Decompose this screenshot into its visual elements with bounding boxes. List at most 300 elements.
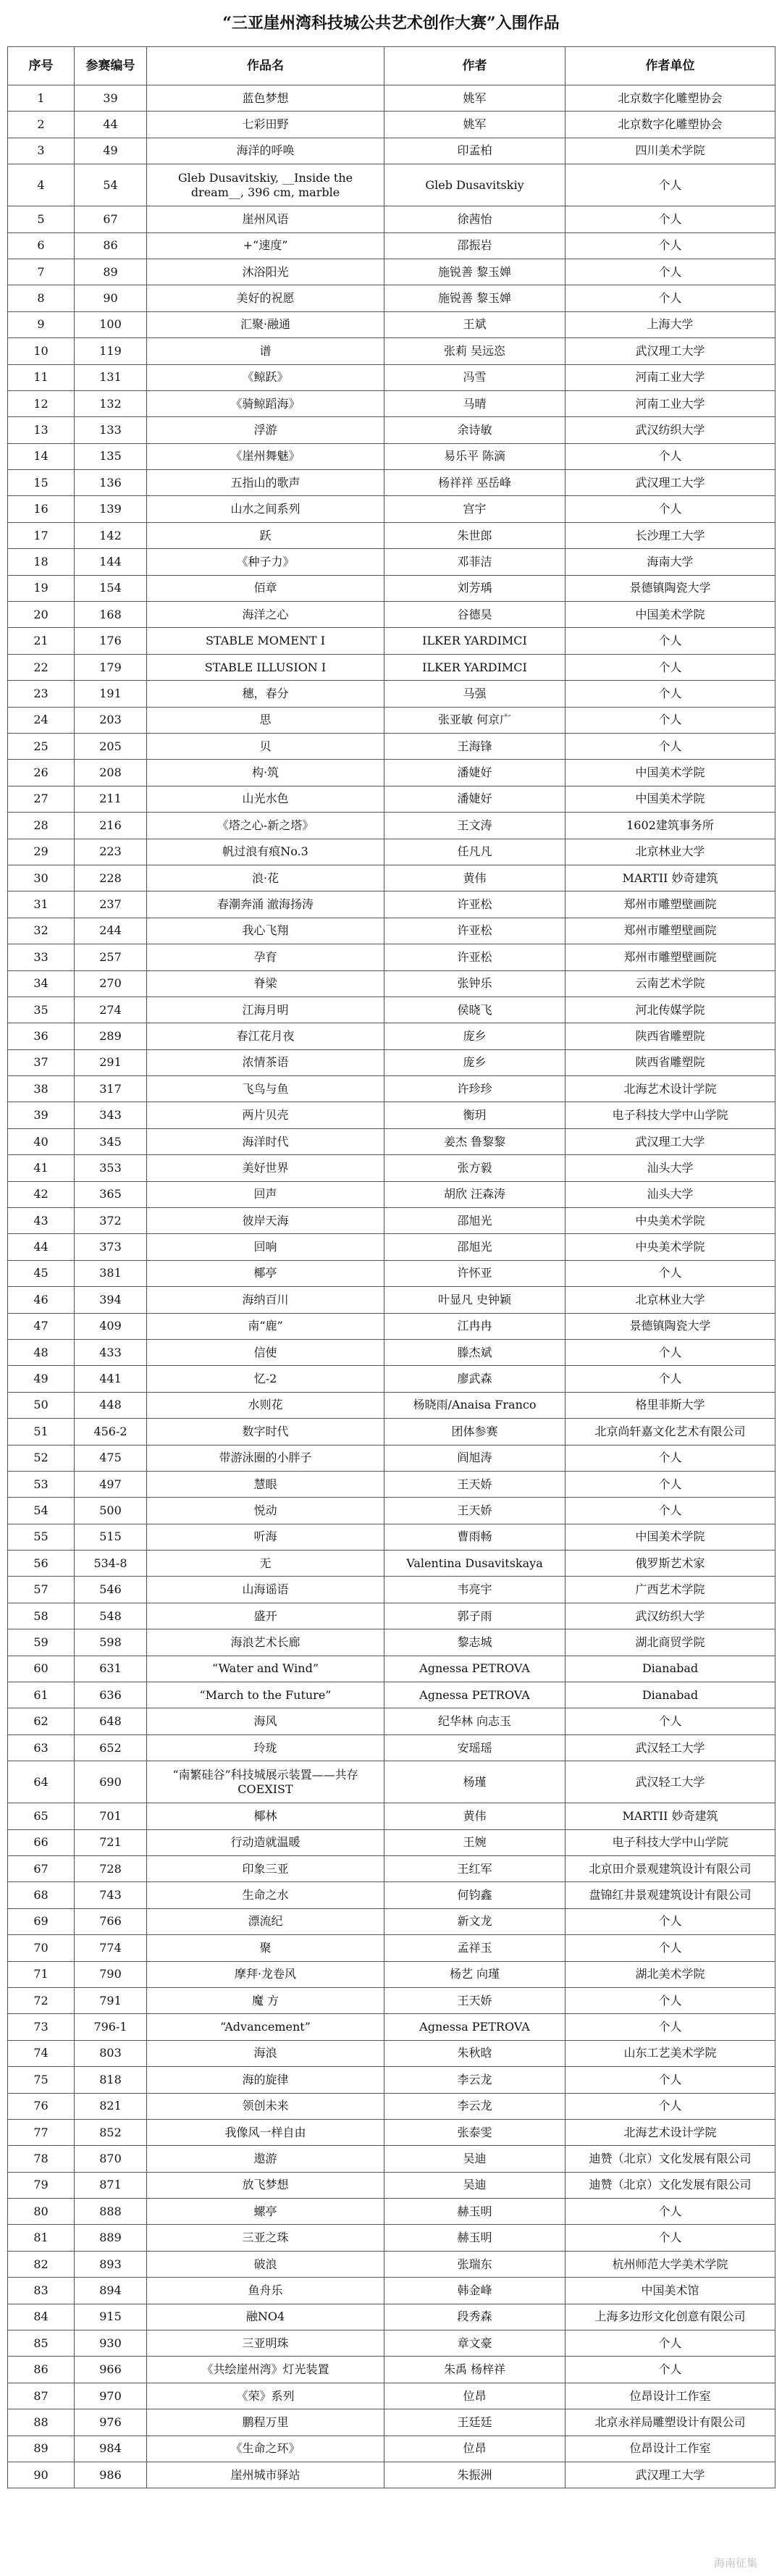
table-row <box>8 338 775 364</box>
cell-author: ILKER YARDIMCI <box>384 628 566 654</box>
cell-work-title: 海洋时代 <box>147 1128 384 1154</box>
cell-entry-number: 154 <box>75 575 147 601</box>
cell-work-title: 我心飞翔 <box>147 918 384 944</box>
cell-entry-number: 291 <box>75 1049 147 1075</box>
cell-index: 64 <box>8 1761 75 1803</box>
cell-entry-number: 131 <box>75 364 147 390</box>
cell-author: 杨晓雨/Anaisa Franco <box>384 1392 566 1418</box>
table-row <box>8 2119 775 2145</box>
cell-author: 孟祥玉 <box>384 1935 566 1961</box>
cell-index: 48 <box>8 1339 75 1365</box>
cell-entry-number: 728 <box>75 1856 147 1882</box>
cell-author: ILKER YARDIMCI <box>384 654 566 680</box>
cell-work-title: 海的旋律 <box>147 2067 384 2093</box>
cell-entry-number: 652 <box>75 1734 147 1761</box>
cell-entry-number: 930 <box>75 2330 147 2357</box>
cell-affiliation: 湖北美术学院 <box>566 1961 775 1987</box>
cell-author: 徐茜怡 <box>384 206 566 232</box>
cell-affiliation: 陕西省雕塑院 <box>566 1049 775 1075</box>
cell-affiliation: 迪赞（北京）文化发展有限公司 <box>566 2146 775 2172</box>
cell-author: 王海锋 <box>384 733 566 759</box>
table-row <box>8 1856 775 1882</box>
cell-work-title: 《崖州舞魅》 <box>147 443 384 469</box>
cell-work-title: 浓情茶语 <box>147 1049 384 1075</box>
cell-entry-number: 90 <box>75 285 147 311</box>
cell-author: 姚军 <box>384 112 566 138</box>
cell-author: 赫玉明 <box>384 2225 566 2251</box>
cell-work-title: 椰亭 <box>147 1260 384 1286</box>
cell-author: 潘婕好 <box>384 786 566 812</box>
cell-author: 朱禹 杨梓祥 <box>384 2357 566 2383</box>
cell-work-title: “Water and Wind” <box>147 1656 384 1682</box>
cell-author: 朱秋晗 <box>384 2040 566 2066</box>
cell-entry-number: 631 <box>75 1656 147 1682</box>
cell-author: 杨艺 向瑾 <box>384 1961 566 1987</box>
cell-index: 68 <box>8 1882 75 1908</box>
cell-entry-number: 433 <box>75 1339 147 1365</box>
cell-affiliation: 个人 <box>566 1471 775 1497</box>
cell-author: 朱振洲 <box>384 2462 566 2488</box>
cell-author: 王婉 <box>384 1829 566 1855</box>
cell-entry-number: 144 <box>75 549 147 575</box>
cell-affiliation: 电子科技大学中山学院 <box>566 1829 775 1855</box>
cell-affiliation: 个人 <box>566 443 775 469</box>
cell-index: 89 <box>8 2436 75 2462</box>
cell-author: 施锐善 黎玉婵 <box>384 259 566 285</box>
cell-affiliation: 武汉纺织大学 <box>566 417 775 443</box>
cell-index: 13 <box>8 417 75 443</box>
cell-author: 段秀森 <box>384 2304 566 2330</box>
cell-index: 79 <box>8 2172 75 2198</box>
cell-author: 邵旭光 <box>384 1208 566 1234</box>
table-row <box>8 522 775 548</box>
cell-work-title: 美好的祝愿 <box>147 285 384 311</box>
cell-affiliation: 个人 <box>566 2014 775 2040</box>
cell-affiliation: 中国美术学院 <box>566 602 775 628</box>
table-row <box>8 1551 775 1577</box>
cell-affiliation: 上海大学 <box>566 311 775 337</box>
cell-index: 26 <box>8 760 75 786</box>
table-row <box>8 1882 775 1908</box>
cell-entry-number: 54 <box>75 164 147 206</box>
cell-work-title: 海浪艺术长廊 <box>147 1629 384 1656</box>
cell-affiliation: 湖北商贸学院 <box>566 1629 775 1656</box>
cell-affiliation: 个人 <box>566 2067 775 2093</box>
table-row <box>8 970 775 997</box>
cell-entry-number: 176 <box>75 628 147 654</box>
cell-work-title: “March to the Future” <box>147 1682 384 1708</box>
cell-author: 任凡凡 <box>384 839 566 865</box>
cell-affiliation: 长沙理工大学 <box>566 522 775 548</box>
cell-index: 41 <box>8 1155 75 1181</box>
cell-index: 30 <box>8 865 75 891</box>
cell-author: 姜杰 鲁黎黎 <box>384 1128 566 1154</box>
table-row <box>8 443 775 469</box>
cell-entry-number: 211 <box>75 786 147 812</box>
table-row <box>8 138 775 164</box>
cell-work-title: 山海谣语 <box>147 1577 384 1603</box>
cell-entry-number: 132 <box>75 390 147 416</box>
cell-index: 61 <box>8 1682 75 1708</box>
cell-work-title: 破浪 <box>147 2251 384 2277</box>
table-row <box>8 813 775 839</box>
cell-entry-number: 89 <box>75 259 147 285</box>
cell-entry-number: 67 <box>75 206 147 232</box>
cell-work-title: +“速度” <box>147 232 384 259</box>
cell-entry-number: 915 <box>75 2304 147 2330</box>
cell-entry-number: 546 <box>75 1577 147 1603</box>
cell-author: 王斌 <box>384 311 566 337</box>
cell-author: 张瑞东 <box>384 2251 566 2277</box>
cell-affiliation: 个人 <box>566 707 775 733</box>
cell-entry-number: 497 <box>75 1471 147 1497</box>
cell-author: Agnessa PETROVA <box>384 2014 566 2040</box>
cell-work-title: 无 <box>147 1551 384 1577</box>
cell-entry-number: 870 <box>75 2146 147 2172</box>
cell-affiliation: 个人 <box>566 232 775 259</box>
table-row <box>8 1935 775 1961</box>
cell-affiliation: 武汉理工大学 <box>566 1128 775 1154</box>
cell-index: 22 <box>8 654 75 680</box>
cell-entry-number: 889 <box>75 2225 147 2251</box>
table-row <box>8 2225 775 2251</box>
cell-work-title: Gleb Dusavitskiy, __Inside the dream__, 396 cm, marble <box>147 164 384 206</box>
cell-work-title: 五指山的歌声 <box>147 470 384 496</box>
cell-affiliation: 河南工业大学 <box>566 364 775 390</box>
table-row <box>8 1076 775 1102</box>
cell-work-title: 思 <box>147 707 384 733</box>
cell-affiliation: 个人 <box>566 1445 775 1471</box>
cell-affiliation: 个人 <box>566 1987 775 2013</box>
cell-work-title: 鱼舟乐 <box>147 2278 384 2304</box>
cell-work-title: 螺亭 <box>147 2199 384 2225</box>
cell-affiliation: 盘锦红井景观建筑设计有限公司 <box>566 1882 775 1908</box>
cell-author: Gleb Dusavitskiy <box>384 164 566 206</box>
cell-index: 55 <box>8 1524 75 1550</box>
table-row <box>8 1234 775 1260</box>
table-row <box>8 865 775 891</box>
cell-index: 57 <box>8 1577 75 1603</box>
cell-affiliation: 个人 <box>566 2357 775 2383</box>
cell-entry-number: 500 <box>75 1498 147 1524</box>
cell-entry-number: 598 <box>75 1629 147 1656</box>
table-row <box>8 1287 775 1313</box>
cell-index: 65 <box>8 1803 75 1829</box>
cell-index: 29 <box>8 839 75 865</box>
cell-affiliation: 个人 <box>566 2330 775 2357</box>
table-row <box>8 1803 775 1829</box>
table-row <box>8 2251 775 2277</box>
table-row <box>8 2093 775 2119</box>
cell-entry-number: 257 <box>75 944 147 970</box>
cell-author: 黄伟 <box>384 1803 566 1829</box>
cell-author: 许亚松 <box>384 918 566 944</box>
table-row <box>8 1471 775 1497</box>
cell-author: 新文龙 <box>384 1908 566 1934</box>
cell-index: 20 <box>8 602 75 628</box>
cell-entry-number: 803 <box>75 2040 147 2066</box>
table-row <box>8 1366 775 1392</box>
cell-entry-number: 791 <box>75 1987 147 2013</box>
cell-affiliation: 个人 <box>566 496 775 522</box>
cell-author: 王红军 <box>384 1856 566 1882</box>
cell-index: 42 <box>8 1181 75 1207</box>
cell-affiliation: 郑州市雕塑壁画院 <box>566 918 775 944</box>
cell-work-title: 海浪 <box>147 2040 384 2066</box>
cell-index: 85 <box>8 2330 75 2357</box>
cell-entry-number: 534-8 <box>75 1551 147 1577</box>
cell-author: 张莉 吴远恣 <box>384 338 566 364</box>
cell-index: 6 <box>8 232 75 259</box>
cell-author: 张方毅 <box>384 1155 566 1181</box>
cell-work-title: 聚 <box>147 1935 384 1961</box>
table-row <box>8 2172 775 2198</box>
cell-work-title: 玲珑 <box>147 1734 384 1761</box>
table-row <box>8 417 775 443</box>
cell-index: 39 <box>8 1102 75 1128</box>
cell-entry-number: 343 <box>75 1102 147 1128</box>
cell-index: 70 <box>8 1935 75 1961</box>
table-row <box>8 654 775 680</box>
cell-affiliation: 中国美术馆 <box>566 2278 775 2304</box>
cell-author: 马晴 <box>384 390 566 416</box>
cell-entry-number: 888 <box>75 2199 147 2225</box>
cell-entry-number: 237 <box>75 891 147 918</box>
table-row <box>8 1049 775 1075</box>
cell-author: 滕杰斌 <box>384 1339 566 1365</box>
table-row <box>8 2199 775 2225</box>
cell-entry-number: 191 <box>75 681 147 707</box>
table-row <box>8 2040 775 2066</box>
cell-work-title: 三亚明珠 <box>147 2330 384 2357</box>
cell-work-title: 山水之间系列 <box>147 496 384 522</box>
cell-entry-number: 353 <box>75 1155 147 1181</box>
cell-affiliation: 景德镇陶瓷大学 <box>566 1313 775 1339</box>
cell-affiliation: 北京永祥局雕塑设计有限公司 <box>566 2409 775 2436</box>
cell-affiliation: 景德镇陶瓷大学 <box>566 575 775 601</box>
table-row <box>8 1577 775 1603</box>
cell-entry-number: 142 <box>75 522 147 548</box>
cell-work-title: 海风 <box>147 1708 384 1734</box>
cell-entry-number: 345 <box>75 1128 147 1154</box>
cell-entry-number: 818 <box>75 2067 147 2093</box>
table-row <box>8 1128 775 1154</box>
cell-index: 44 <box>8 1234 75 1260</box>
cell-work-title: 融NO4 <box>147 2304 384 2330</box>
cell-affiliation: 杭州师范大学美术学院 <box>566 2251 775 2277</box>
cell-index: 31 <box>8 891 75 918</box>
cell-entry-number: 179 <box>75 654 147 680</box>
cell-work-title: 浮游 <box>147 417 384 443</box>
cell-affiliation: 俄罗斯艺术家 <box>566 1551 775 1577</box>
table-row <box>8 1908 775 1934</box>
cell-index: 81 <box>8 2225 75 2251</box>
cell-affiliation: 郑州市雕塑壁画院 <box>566 891 775 918</box>
cell-work-title: 《种子力》 <box>147 549 384 575</box>
cell-index: 40 <box>8 1128 75 1154</box>
cell-index: 88 <box>8 2409 75 2436</box>
cell-entry-number: 274 <box>75 997 147 1023</box>
cell-author: 王文涛 <box>384 813 566 839</box>
cell-affiliation: 北京林业大学 <box>566 1287 775 1313</box>
table-row <box>8 2014 775 2040</box>
cell-entry-number: 821 <box>75 2093 147 2119</box>
cell-index: 7 <box>8 259 75 285</box>
cell-work-title: 印象三亚 <box>147 1856 384 1882</box>
cell-author: 阎旭涛 <box>384 1445 566 1471</box>
cell-work-title: 七彩田野 <box>147 112 384 138</box>
table-row <box>8 259 775 285</box>
cell-affiliation: 位昂设计工作室 <box>566 2383 775 2409</box>
cell-index: 21 <box>8 628 75 654</box>
cell-work-title: 漂流纪 <box>147 1908 384 1934</box>
cell-author: 王廷廷 <box>384 2409 566 2436</box>
cell-work-title: 水则花 <box>147 1392 384 1418</box>
table-row <box>8 918 775 944</box>
cell-work-title: 飞鸟与鱼 <box>147 1076 384 1102</box>
cell-affiliation: 个人 <box>566 628 775 654</box>
cell-author: 赫玉明 <box>384 2199 566 2225</box>
cell-index: 74 <box>8 2040 75 2066</box>
cell-index: 3 <box>8 138 75 164</box>
cell-affiliation: MARTII 妙奇建筑 <box>566 1803 775 1829</box>
cell-author: 叶显凡 史钟颖 <box>384 1287 566 1313</box>
cell-entry-number: 690 <box>75 1761 147 1803</box>
cell-author: 许珍珍 <box>384 1076 566 1102</box>
cell-entry-number: 139 <box>75 496 147 522</box>
table-row <box>8 1761 775 1803</box>
cell-index: 80 <box>8 2199 75 2225</box>
cell-index: 2 <box>8 112 75 138</box>
cell-entry-number: 216 <box>75 813 147 839</box>
cell-affiliation: 上海多边形文化创意有限公司 <box>566 2304 775 2330</box>
cell-affiliation: 个人 <box>566 654 775 680</box>
cell-affiliation: 北京林业大学 <box>566 839 775 865</box>
cell-index: 49 <box>8 1366 75 1392</box>
cell-entry-number: 373 <box>75 1234 147 1260</box>
cell-affiliation: 河北传媒学院 <box>566 997 775 1023</box>
cell-work-title: 春潮奔涌 澈海扬涛 <box>147 891 384 918</box>
cell-index: 86 <box>8 2357 75 2383</box>
cell-author: 施锐善 黎玉婵 <box>384 285 566 311</box>
table-row <box>8 1656 775 1682</box>
table-row <box>8 470 775 496</box>
cell-work-title: 两片贝壳 <box>147 1102 384 1128</box>
cell-work-title: 谱 <box>147 338 384 364</box>
cell-entry-number: 168 <box>75 602 147 628</box>
table-row <box>8 1339 775 1365</box>
cell-entry-number: 44 <box>75 112 147 138</box>
table-row <box>8 1629 775 1656</box>
cell-index: 35 <box>8 997 75 1023</box>
cell-author: 位昂 <box>384 2383 566 2409</box>
cell-author: 何钧鑫 <box>384 1882 566 1908</box>
cell-index: 28 <box>8 813 75 839</box>
cell-author: 杨瑾 <box>384 1761 566 1803</box>
cell-entry-number: 205 <box>75 733 147 759</box>
table-row <box>8 1734 775 1761</box>
cell-index: 50 <box>8 1392 75 1418</box>
watermark: 海南征集 <box>713 2556 757 2569</box>
cell-author: 团体参赛 <box>384 1419 566 1445</box>
cell-author: 冯雪 <box>384 364 566 390</box>
cell-affiliation: 北京数字化雕塑协会 <box>566 85 775 112</box>
cell-index: 63 <box>8 1734 75 1761</box>
table-row <box>8 786 775 812</box>
cell-work-title: 魔 方 <box>147 1987 384 2013</box>
cell-affiliation: 云南艺术学院 <box>566 970 775 997</box>
cell-entry-number: 365 <box>75 1181 147 1207</box>
cell-entry-number: 796-1 <box>75 2014 147 2040</box>
cell-author: Agnessa PETROVA <box>384 1682 566 1708</box>
cell-index: 73 <box>8 2014 75 2040</box>
cell-affiliation: 郑州市雕塑壁画院 <box>566 944 775 970</box>
table-row <box>8 1313 775 1339</box>
cell-work-title: 崖州风语 <box>147 206 384 232</box>
cell-index: 1 <box>8 85 75 112</box>
cell-index: 16 <box>8 496 75 522</box>
cell-index: 24 <box>8 707 75 733</box>
cell-work-title: 听海 <box>147 1524 384 1550</box>
cell-author: 许亚松 <box>384 944 566 970</box>
table-row <box>8 2409 775 2436</box>
cell-affiliation: 个人 <box>566 206 775 232</box>
cell-author: 韦亮宇 <box>384 1577 566 1603</box>
cell-work-title: 《塔之心-新之塔》 <box>147 813 384 839</box>
cell-entry-number: 317 <box>75 1076 147 1102</box>
cell-affiliation: 个人 <box>566 1498 775 1524</box>
cell-affiliation: 武汉轻工大学 <box>566 1734 775 1761</box>
cell-author: 印孟柏 <box>384 138 566 164</box>
cell-entry-number: 100 <box>75 311 147 337</box>
cell-entry-number: 636 <box>75 1682 147 1708</box>
cell-affiliation: 个人 <box>566 681 775 707</box>
cell-entry-number: 441 <box>75 1366 147 1392</box>
cell-index: 10 <box>8 338 75 364</box>
cell-index: 25 <box>8 733 75 759</box>
cell-work-title: 回声 <box>147 1181 384 1207</box>
cell-work-title: 沐浴阳光 <box>147 259 384 285</box>
cell-author: 王天娇 <box>384 1471 566 1497</box>
cell-author: 曹雨畅 <box>384 1524 566 1550</box>
table-row <box>8 707 775 733</box>
table-row <box>8 1603 775 1629</box>
entries-table <box>7 46 775 2488</box>
cell-index: 75 <box>8 2067 75 2093</box>
cell-affiliation: 中国美术学院 <box>566 760 775 786</box>
table-row <box>8 1419 775 1445</box>
table-row <box>8 2146 775 2172</box>
cell-work-title: 三亚之珠 <box>147 2225 384 2251</box>
cell-index: 90 <box>8 2462 75 2488</box>
cell-author: 王天娇 <box>384 1498 566 1524</box>
cell-work-title: 跃 <box>147 522 384 548</box>
cell-affiliation: 武汉理工大学 <box>566 470 775 496</box>
cell-index: 58 <box>8 1603 75 1629</box>
table-row <box>8 1708 775 1734</box>
cell-index: 72 <box>8 1987 75 2013</box>
cell-entry-number: 475 <box>75 1445 147 1471</box>
cell-affiliation: 河南工业大学 <box>566 390 775 416</box>
table-row <box>8 2330 775 2357</box>
cell-author: 宫宇 <box>384 496 566 522</box>
cell-author: 章文豪 <box>384 2330 566 2357</box>
cell-entry-number: 244 <box>75 918 147 944</box>
cell-entry-number: 119 <box>75 338 147 364</box>
cell-work-title: 江海月明 <box>147 997 384 1023</box>
cell-author: 郭子雨 <box>384 1603 566 1629</box>
cell-work-title: 蓝色梦想 <box>147 85 384 112</box>
